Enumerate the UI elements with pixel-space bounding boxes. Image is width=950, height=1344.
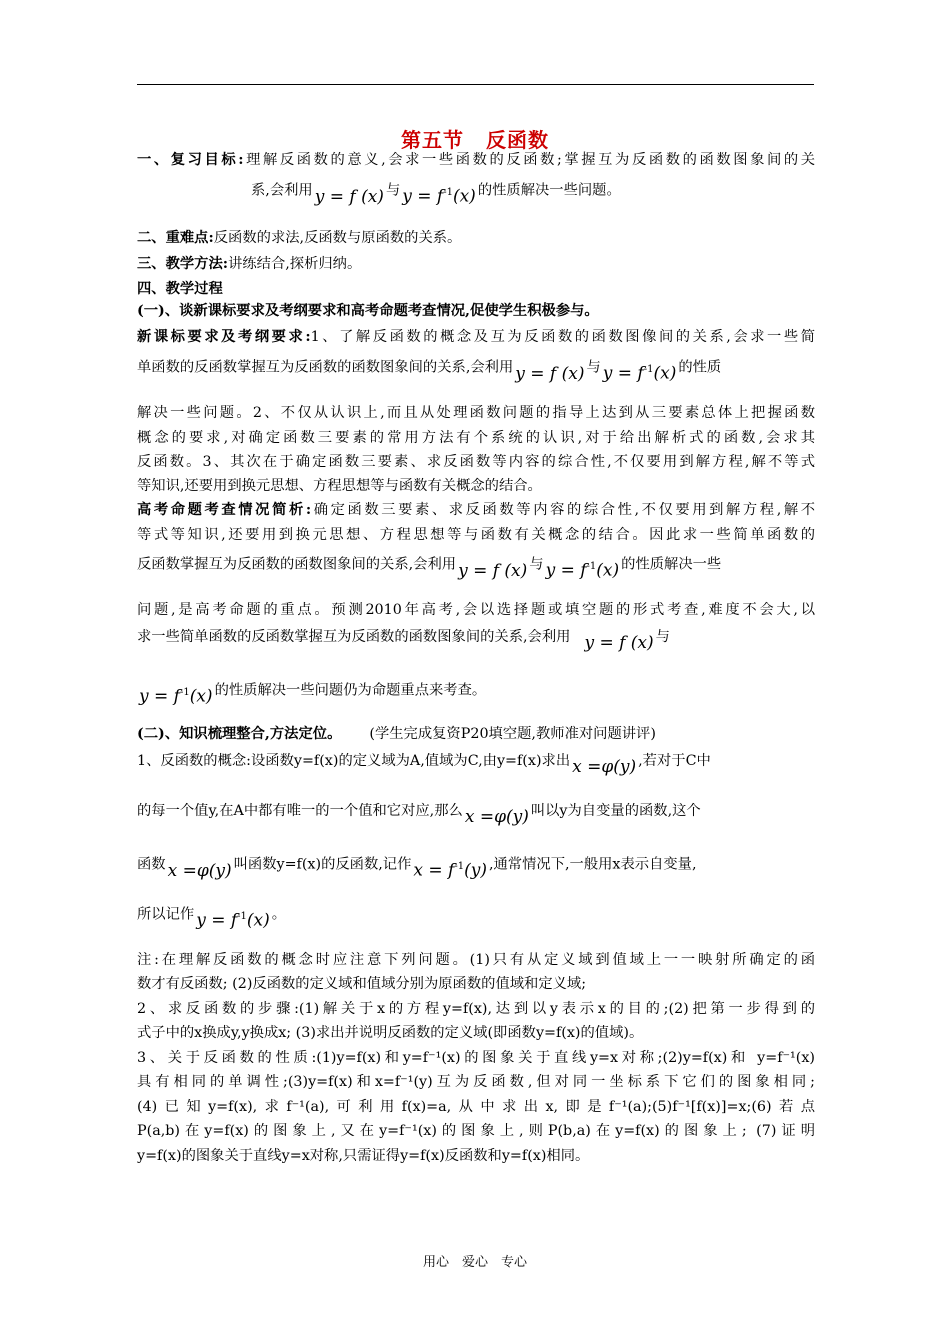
page-title	[0, 124, 950, 153]
curriculum-line-1	[137, 327, 815, 347]
formula-arg: (x)	[246, 910, 270, 931]
concept-text-1b: ,若对于C中	[638, 753, 711, 769]
exam-text-3b: 的性质解决一些	[621, 556, 722, 573]
formula-arg: (y)	[464, 860, 487, 881]
title-topic: 反函数	[486, 128, 549, 152]
concept-text-3b: 叫函数y=f(x)的反函数,记作	[233, 856, 412, 873]
formula-arg: (x)	[653, 363, 677, 384]
curriculum-text-1: 1、了解反函数的概念及互为反函数的函数图像间的关系,会求一些简	[310, 329, 815, 345]
difficulty-line	[137, 228, 815, 248]
objective-text-1: 理解反函数的意义,会求一些函数的反函数;掌握互为反函数的函数图象间的关	[243, 152, 816, 168]
exam-text-3a: 反函数掌握互为反函数的函数图象间的关系,会利用	[137, 556, 457, 573]
curriculum-line-6: 等知识,还要用到换元思想、方程思想等与函数有关概念的结合。	[137, 478, 542, 494]
objective-text-2a: 系,会利用	[251, 182, 313, 199]
formula-y-fx: y = f (x)	[515, 363, 585, 384]
concept-line-1	[137, 750, 815, 777]
exam-text-1: 确定函数三要素、求反函数等内容的综合性,不仅要用到解方程,解不	[311, 502, 816, 518]
exam-text-5: 求一些简单函数的反函数掌握互为反函数的函数图象间的关系,会利用	[137, 629, 571, 645]
formula-base: y = f	[196, 910, 238, 931]
exam-line-2: 等式等知识,还要用到换元思想、方程思想等与函数有关概念的结合。因此求一些简单函数的	[137, 527, 815, 543]
concept-text-4b: 。	[271, 906, 287, 923]
conj-yu: 与	[385, 182, 401, 199]
steps-line-1: 2、求反函数的步骤:(1)解关于x的方程y=f(x),达到以y表示x的目的;(2)把第一步得到的	[137, 1001, 815, 1017]
objective-text-2b: 的性质解决一些问题。	[477, 182, 621, 199]
curriculum-text-2a: 单函数的反函数掌握互为反函数的函数图象间的关系,会利用	[137, 359, 514, 376]
formula-arg: (x)	[596, 560, 620, 581]
formula-sup: -1	[179, 687, 190, 698]
conj-yu: 与	[655, 629, 670, 645]
curriculum-line-2	[137, 353, 815, 384]
exam-line-1	[137, 500, 815, 520]
formula-sup: -1	[443, 187, 453, 198]
concept-text-2a: 的每一个值y,在A中都有唯一的一个值和它对应,那么	[137, 803, 463, 819]
curriculum-label: 新课标要求及考纲要求:	[137, 329, 311, 345]
curriculum-line-5: 反函数。3、其次在于确定函数三要素、求反函数等内容的综合性,不仅要用到解方程,解不等式	[137, 454, 815, 470]
props-line-1: 3、关于反函数的性质:(1)y=f(x)和y=f⁻¹(x)的图象关于直线y=x对称;(2)y=f(x)和 y=f⁻¹(x)	[137, 1050, 815, 1066]
concept-text-3a: 函数	[137, 856, 166, 873]
formula-y-finv	[402, 183, 476, 207]
note-line-2: 数才有反函数; (2)反函数的定义域和值域分别为原函数的值域和定义域;	[137, 976, 587, 992]
formula-sup: -1	[643, 364, 654, 375]
part2-heading-line	[137, 724, 815, 744]
props-line-4: P(a,b)在y=f(x)的图象上,又在y=f⁻¹(x)的图象上,则P(b,a)在y=f(x)的图象上; (7)证明	[137, 1123, 815, 1139]
objective-label: 一、复习目标:	[137, 152, 244, 168]
formula-base: y = f	[402, 186, 444, 207]
exam-label: 高考命题考查情况简析:	[137, 502, 312, 518]
concept-text-3c: ,通常情况下,一般用x表示自变量,	[488, 856, 697, 873]
exam-line-3	[137, 550, 815, 581]
formula-base: y = f	[545, 560, 587, 581]
header-rule	[137, 84, 814, 85]
formula-arg: (x)	[189, 686, 213, 707]
part1-heading: (一)、谈新课标要求及考纲要求和高考命题考查情况,促使学生积极参与。	[137, 303, 599, 319]
method-label: 三、教学方法:	[137, 256, 229, 272]
props-line-3: (4)已知y=f(x),求f⁻¹(a),可利用f(x)=a,从中求出x,即是f⁻¹(a);(5)f⁻¹[f(x)]=x;(6)若点	[137, 1099, 815, 1115]
concept-line-2	[137, 800, 815, 827]
difficulty-label: 二、重难点:	[137, 230, 214, 246]
concept-text-2b: 叫以y为自变量的函数,这个	[530, 803, 701, 819]
exam-line-5	[137, 626, 815, 653]
page-footer: 用心 爱心 专心	[422, 1255, 527, 1270]
formula-base: x = f	[413, 860, 455, 881]
exam-line-6	[137, 676, 815, 707]
part2-note: (学生完成复资P20填空题,教师准对问题讲评)	[369, 726, 656, 742]
concept-text-4a: 所以记作	[137, 906, 195, 923]
concept-text-1a: 1、反函数的概念:设函数y=f(x)的定义域为A,值域为C,由y=f(x)求出	[137, 753, 571, 769]
formula-sup: -1	[454, 861, 465, 872]
formula-x-phi-y: x =φ(y)	[167, 860, 232, 881]
formula-sup: -1	[237, 911, 247, 922]
formula-y-finv	[603, 360, 677, 384]
objective-line-2	[251, 176, 811, 207]
difficulty-text: 反函数的求法,反函数与原函数的关系。	[213, 230, 462, 246]
formula-base: y = f	[139, 686, 180, 707]
curriculum-text-2b: 的性质	[678, 359, 722, 376]
method-line	[137, 254, 815, 274]
note-line-1: 注:在理解反函数的概念时应注意下列问题。(1)只有从定义域到值域上一一映射所确定的函	[137, 952, 815, 968]
concept-line-3	[137, 850, 815, 881]
curriculum-line-4: 概念的要求,对确定函数三要素的常用方法有个系统的认识,对于给出解析式的函数,会求其	[137, 430, 815, 446]
title-section: 第五节	[401, 128, 464, 152]
formula-arg: (x)	[452, 186, 476, 207]
curriculum-line-3: 解决一些问题。2、不仅从认识上,而且从处理函数问题的指导上达到从三要素总体上把握函数	[137, 405, 815, 421]
formula-y-fx: y = f (x)	[584, 633, 654, 653]
formula-x-phi-y: x =φ(y)	[464, 807, 529, 827]
formula-y-finv	[546, 557, 620, 581]
process-heading: 四、教学过程	[137, 281, 223, 297]
props-line-2: 具有相同的单调性;(3)y=f(x)和x=f⁻¹(y)互为反函数,但对同一坐标系下它们的图象相同;	[137, 1074, 815, 1090]
props-line-5: y=f(x)的图象关于直线y=x对称,只需证得y=f(x)反函数和y=f(x)相同。	[137, 1148, 590, 1164]
conj-yu: 与	[529, 556, 544, 573]
formula-y-fx: y = f (x)	[458, 560, 528, 581]
exam-line-4: 问题,是高考命题的重点。预测2010年高考,会以选择题或填空题的形式考查,难度不会大,以	[137, 602, 815, 618]
concept-line-4	[137, 900, 815, 931]
steps-line-2: 式子中的x换成y,y换成x; (3)求出并说明反函数的定义域(即函数y=f(x)的值域)。	[137, 1025, 644, 1041]
formula-base: y = f	[602, 363, 644, 384]
formula-x-phi-y: x =φ(y)	[572, 757, 637, 777]
exam-text-6: 的性质解决一些问题仍为命题重点来考查。	[214, 682, 487, 699]
formula-sup: -1	[586, 561, 597, 572]
formula-x-finv-y	[413, 857, 487, 881]
formula-y-finv-x	[196, 907, 270, 931]
objective-line-1	[137, 150, 815, 170]
part2-heading: (二)、知识梳理整合,方法定位。	[137, 726, 342, 742]
formula-y-finv	[139, 683, 213, 707]
method-text: 讲练结合,探析归纳。	[228, 256, 362, 272]
formula-y-fx: y = f (x)	[314, 186, 384, 207]
conj-yu: 与	[586, 359, 601, 376]
